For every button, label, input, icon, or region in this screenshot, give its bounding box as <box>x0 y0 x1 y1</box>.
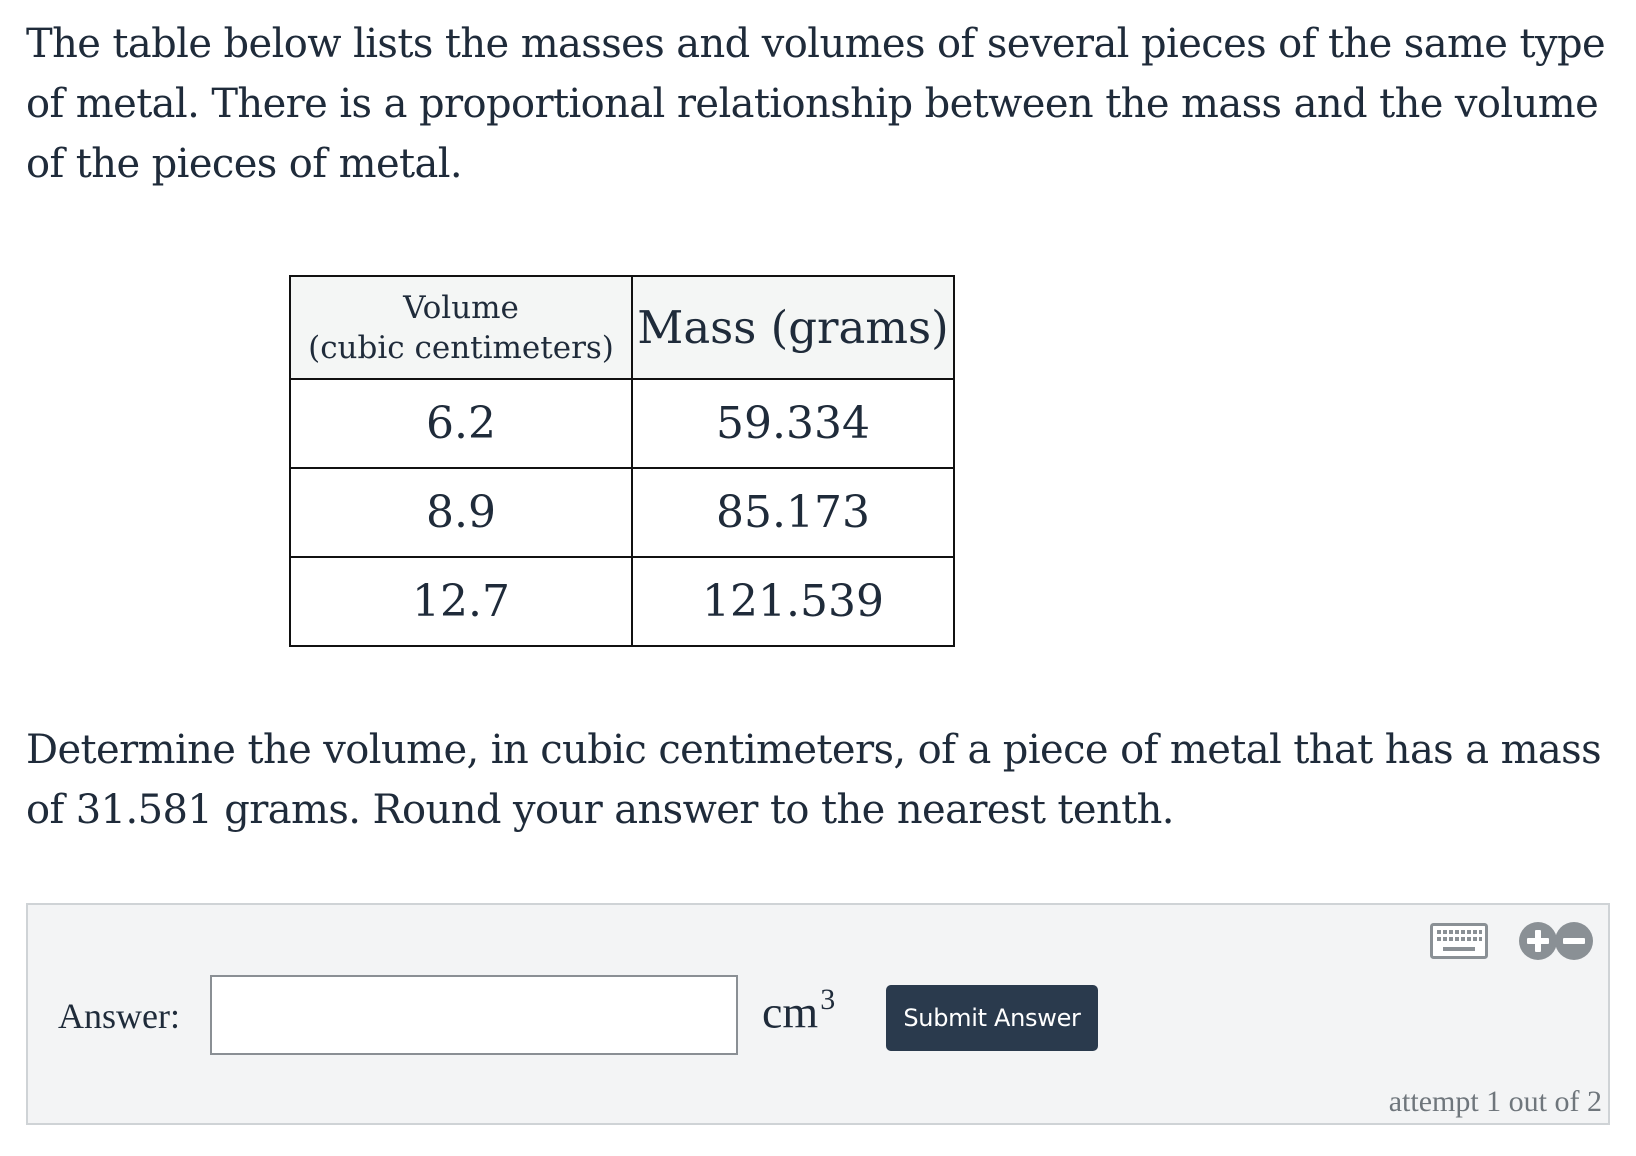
data-table <box>289 275 955 647</box>
header-mass: Mass (grams) <box>632 276 954 379</box>
unit-label <box>762 985 835 1038</box>
question-text: Determine the volume, in cubic centimeters, of a piece of metal that has a mass of 31.581 grams. Round your answer to the nearest tenth. <box>26 727 1602 833</box>
mass-cell: 59.334 <box>632 379 954 468</box>
unit-base: cm <box>762 986 819 1038</box>
table-row <box>290 468 954 557</box>
mass-cell: 85.173 <box>632 468 954 557</box>
submit-answer-button[interactable]: Submit Answer <box>886 985 1098 1051</box>
answer-panel <box>26 903 1610 1125</box>
table-row <box>290 557 954 646</box>
minus-icon[interactable] <box>1554 921 1594 961</box>
table-header-row <box>290 276 954 379</box>
header-volume-line2: (cubic centimeters) <box>308 329 614 366</box>
header-volume <box>290 276 632 379</box>
keyboard-icon[interactable] <box>1430 923 1488 959</box>
unit-exponent: 3 <box>820 983 836 1016</box>
header-volume-line1: Volume <box>403 289 519 326</box>
attempt-counter: attempt 1 out of 2 <box>1388 1085 1602 1118</box>
answer-label: Answer: <box>58 996 180 1036</box>
mass-cell: 121.539 <box>632 557 954 646</box>
volume-cell: 6.2 <box>290 379 632 468</box>
intro-text: The table below lists the masses and volumes of several pieces of the same type of metal. There is a proportional relationship between the mass and the volume of the pieces of metal. <box>26 21 1606 187</box>
volume-cell: 12.7 <box>290 557 632 646</box>
table-row <box>290 379 954 468</box>
answer-input[interactable] <box>210 975 738 1055</box>
volume-cell: 8.9 <box>290 468 632 557</box>
plus-icon[interactable] <box>1518 921 1558 961</box>
